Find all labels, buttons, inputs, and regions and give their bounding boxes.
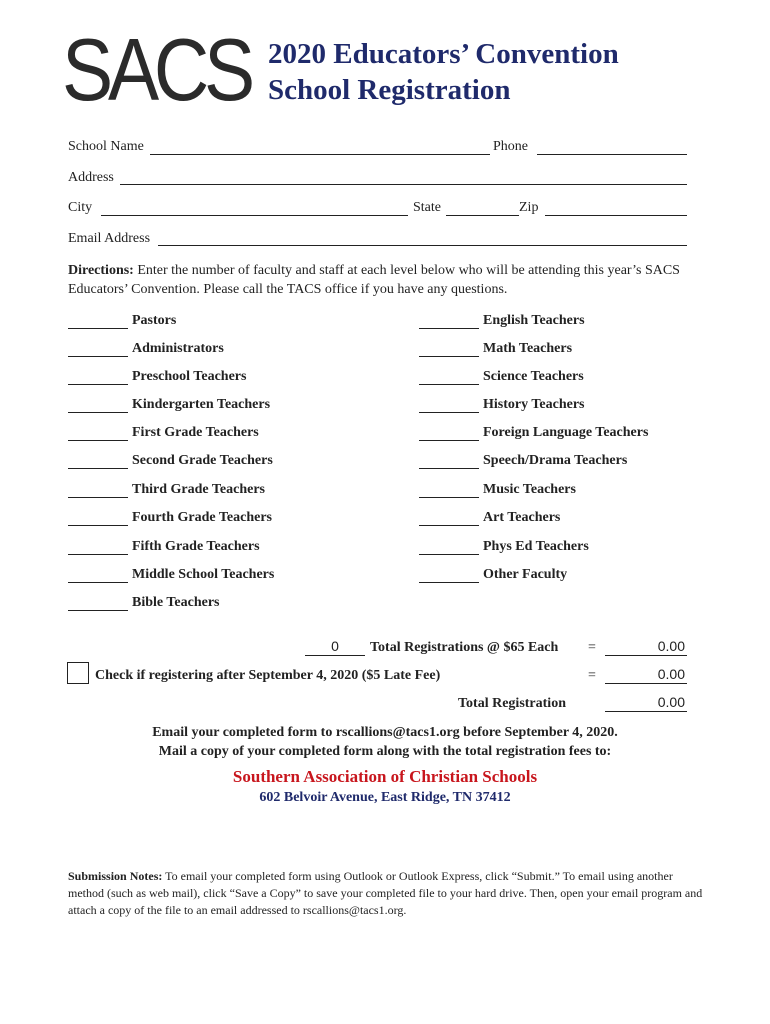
city-label: City	[68, 200, 93, 215]
category-row	[419, 539, 589, 555]
category-label: Art Teachers	[483, 510, 561, 525]
submission-notes	[68, 868, 708, 919]
category-row	[419, 313, 585, 329]
category-row	[68, 425, 259, 441]
directions	[68, 261, 698, 299]
school-name-input[interactable]	[152, 139, 490, 155]
category-row	[68, 313, 176, 329]
count-blank[interactable]	[419, 426, 479, 441]
count-blank[interactable]	[419, 454, 479, 469]
count-blank[interactable]	[419, 398, 479, 413]
category-label: Administrators	[132, 341, 224, 356]
total-registration-amount[interactable]: 0.00	[605, 693, 687, 712]
equals-sign-1: =	[588, 640, 596, 655]
organization-name: Southern Association of Christian Schools	[232, 767, 538, 786]
category-label: Science Teachers	[483, 369, 584, 384]
category-row	[68, 369, 246, 385]
count-blank[interactable]	[419, 342, 479, 357]
category-label: Preschool Teachers	[132, 369, 247, 384]
category-label: Math Teachers	[483, 341, 573, 356]
category-label: Speech/Drama Teachers	[483, 453, 628, 468]
email-input[interactable]	[160, 230, 686, 246]
count-blank[interactable]	[68, 511, 128, 526]
category-label: Music Teachers	[483, 482, 576, 497]
total-registration-label: Total Registration	[458, 696, 566, 711]
zip-label: Zip	[519, 200, 539, 215]
late-fee-checkbox[interactable]	[67, 662, 89, 684]
category-label: Phys Ed Teachers	[483, 539, 589, 554]
page-title	[268, 36, 619, 108]
category-row	[68, 453, 273, 469]
total-registrations-label: Total Registrations @ $65 Each	[370, 640, 559, 655]
category-label: Other Faculty	[483, 567, 568, 582]
category-row	[68, 397, 270, 413]
count-blank[interactable]	[68, 398, 128, 413]
count-blank[interactable]	[68, 342, 128, 357]
category-row	[419, 369, 584, 385]
sacs-logo	[62, 20, 253, 119]
count-blank[interactable]	[419, 483, 479, 498]
count-blank[interactable]	[68, 483, 128, 498]
category-row	[419, 567, 567, 583]
instructions-line-1: Email your completed form to rscallions@tacs1.org before September 4, 2020.	[152, 725, 618, 740]
count-blank[interactable]	[68, 370, 128, 385]
category-label: Middle School Teachers	[132, 567, 275, 582]
category-label: Foreign Language Teachers	[483, 425, 649, 440]
category-row	[68, 539, 260, 555]
category-label: History Teachers	[483, 397, 585, 412]
category-label: English Teachers	[483, 313, 585, 328]
category-label: Third Grade Teachers	[132, 482, 266, 497]
address-input[interactable]	[122, 169, 686, 185]
instructions	[0, 723, 770, 761]
equals-sign-2: =	[588, 668, 596, 683]
school-name-label: School Name	[68, 139, 144, 154]
count-blank[interactable]	[68, 540, 128, 555]
instructions-line-2: Mail a copy of your completed form along with the total registration fees to:	[158, 744, 612, 759]
category-row	[419, 482, 576, 498]
category-row	[68, 482, 265, 498]
count-blank[interactable]	[68, 314, 128, 329]
category-row	[419, 453, 627, 469]
count-blank[interactable]	[68, 454, 128, 469]
title-line-1: 2020 Educators’ Convention	[268, 38, 619, 70]
category-label: Kindergarten Teachers	[132, 397, 271, 412]
phone-label: Phone	[493, 139, 528, 154]
count-blank[interactable]	[68, 426, 128, 441]
count-blank[interactable]	[68, 568, 128, 583]
zip-input[interactable]	[547, 200, 687, 216]
address-label: Address	[68, 170, 114, 185]
count-blank[interactable]	[68, 596, 128, 611]
count-blank[interactable]	[419, 568, 479, 583]
submission-notes-text: To email your completed form using Outlook or Outlook Express, click “Submit.” To email using another method (such as web mail), click “Save a Copy” to save your completed file to your hard drive. Then, open your email program and attach a copy of the file to an email addressed to rscallions@tacs1.org.	[68, 869, 703, 917]
category-row	[419, 425, 648, 441]
logo-text: SACS	[62, 20, 253, 119]
email-label: Email Address	[68, 231, 151, 246]
category-row	[68, 510, 272, 526]
category-row	[419, 510, 560, 526]
category-row	[68, 341, 224, 357]
count-blank[interactable]	[419, 540, 479, 555]
organization-address: 602 Belvoir Avenue, East Ridge, TN 37412	[259, 790, 511, 805]
count-blank[interactable]	[419, 314, 479, 329]
category-label: Bible Teachers	[132, 595, 220, 610]
registrations-amount[interactable]: 0.00	[605, 637, 687, 656]
title-line-2: School Registration	[268, 74, 511, 106]
category-label: Pastors	[132, 313, 177, 328]
late-fee-amount[interactable]: 0.00	[605, 665, 687, 684]
category-row	[419, 341, 572, 357]
total-count-value[interactable]: 0	[305, 637, 365, 656]
category-label: Fourth Grade Teachers	[132, 510, 272, 525]
category-row	[419, 397, 585, 413]
late-fee-label: Check if registering after September 4, 2020 ($5 Late Fee)	[95, 668, 441, 683]
category-row	[68, 567, 274, 583]
category-label: Second Grade Teachers	[132, 453, 273, 468]
category-label: Fifth Grade Teachers	[132, 539, 260, 554]
phone-input[interactable]	[539, 139, 687, 155]
category-row	[68, 595, 220, 611]
directions-text: Enter the number of faculty and staff at each level below who will be attending this year’s SACS Educators’ Convention. Please call the TACS office if you have any questions.	[68, 263, 680, 297]
directions-label: Directions:	[68, 263, 134, 278]
city-input[interactable]	[103, 200, 407, 216]
count-blank[interactable]	[419, 370, 479, 385]
submission-notes-label: Submission Notes:	[68, 869, 163, 883]
state-input[interactable]	[448, 200, 520, 216]
count-blank[interactable]	[419, 511, 479, 526]
state-label: State	[413, 200, 441, 215]
category-label: First Grade Teachers	[132, 425, 259, 440]
